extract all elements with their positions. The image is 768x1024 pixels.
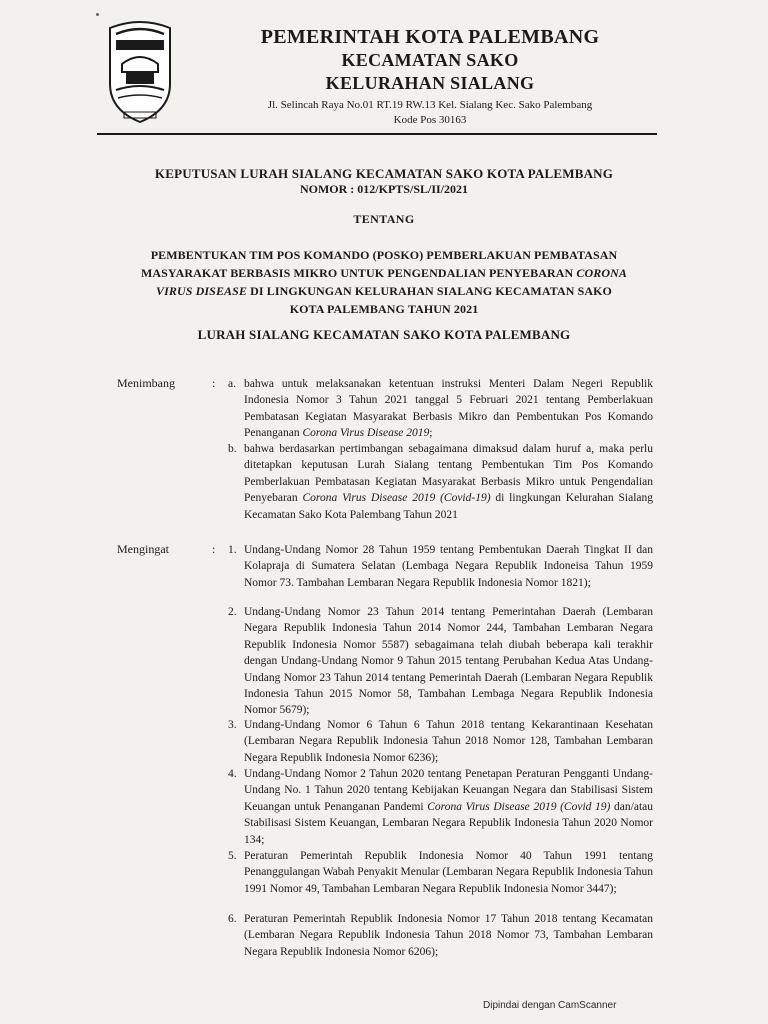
item-text: Peraturan Pemerintah Republik Indonesia Nomor 40 Tahun 1991 tentang Penanggulangan Wabah Penyakit Menular (Lembaran Negara Republik Indonesia Tahun 1991 Nomor 49, Tambahan Lembaran Negara Republik Indonesia Nomor 3447); [244, 850, 653, 895]
item-marker: 1. [228, 544, 237, 556]
item-text-italic: Corona Virus Disease 2019 (Covid-19) [302, 492, 491, 505]
letterhead-postal-code: Kode Pos 30163 [393, 114, 467, 126]
item-text-end: di lingkungan Kelurahan Sialang Kecamatan Sako Kota Palembang Tahun 2021 [244, 492, 654, 521]
subject-line-3 [100, 282, 668, 300]
issuer-heading: LURAH SIALANG KECAMATAN SAKO KOTA PALEMBANG [197, 327, 571, 342]
item-text [244, 766, 653, 848]
subject-line-4: KOTA PALEMBANG TAHUN 2021 [289, 302, 479, 316]
mengingat-item-6 [228, 911, 653, 960]
item-text-italic: Corona Virus Disease 2019 (Covid 19) [427, 800, 611, 813]
item-marker: 3. [228, 719, 237, 731]
decree-heading: KEPUTUSAN LURAH SIALANG KECAMATAN SAKO KOTA PALEMBANG [154, 166, 614, 181]
item-text-body: bahwa untuk melaksanakan ketentuan instruksi Menteri Dalam Negeri Republik Indonesia Nomor 3 Tahun 2021 tanggal 5 Februari 2021 tentang Pemberlakuan Pembatasan Kegiatan Masyarakat Berbasis Mikro dan Pembentukan Pos Komando Penanganan [244, 378, 653, 440]
item-marker: 4. [228, 768, 237, 780]
subject-line-2 [100, 264, 668, 282]
letterhead-address: Jl. Selincah Raya No.01 RT.19 RW.13 Kel. Sialang Kec. Sako Palembang [267, 99, 593, 111]
scan-speck [96, 13, 99, 16]
item-text: Undang-Undang Nomor 28 Tahun 1959 tentang Pembentukan Daerah Tingkat II dan Kolapraja di Sumatera Selatan (Lembaga Negara Republik Indoneisa Tahun 1959 Nomor 73. Tambahan Lembaran Negara Republik Indonesia Nomor 1821); [244, 544, 653, 589]
item-marker: b. [228, 443, 237, 455]
item-marker: 2. [228, 606, 237, 618]
subject-line-3-italic: VIRUS DISEASE [156, 284, 248, 298]
item-text [244, 441, 653, 523]
mengingat-item-4 [228, 766, 653, 848]
decree-number: NOMOR : 012/KPTS/SL/II/2021 [299, 182, 469, 196]
mengingat-item-2 [228, 604, 653, 719]
mengingat-item-5 [228, 848, 653, 897]
item-text: Undang-Undang Nomor 23 Tahun 2014 tentang Pemerintahan Daerah (Lembaran Negara Republik Indonesia Tahun 2014 Nomor 244, Tambahan Lembaran Negara Republik Indonesia Nomor 5587) sebagaimana telah diubah beberapa kali terakhir dengan Undang-Undang Nomor 9 Tahun 2015 tentang Perubahan Kedua Atas Undang-Undang Nomor 23 Tahun 2014 tentang Pemerintah Daerah (Lembaran Negara Republik Indonesia Tahun 2015 Nomor 58, Tambahan Lembaga Negara Republik Indonesia Nomor 5679); [244, 606, 653, 717]
item-text-body: Undang-Undang Nomor 2 Tahun 2020 tentang Penetapan Peraturan Pengganti Undang-Undang No. 1 Tahun 2020 tentang Kebijakan Keuangan Negara dan Stabilisasi Sistem Keuangan untuk Penanganan Pandemi [244, 768, 653, 813]
letterhead-divider [97, 133, 657, 135]
mengingat-item-1 [228, 542, 653, 591]
mengingat-colon: : [212, 542, 216, 556]
menimbang-item-b [228, 441, 653, 523]
letterhead-district: KECAMATAN SAKO [341, 50, 519, 70]
item-text: Undang-Undang Nomor 6 Tahun 6 Tahun 2018 tentang Kekarantinaan Kesehatan (Lembaran Negara Republik Indonesia Tahun 2018 Nomor 128, Tambahan Lembaran Negara Republik Indonesia Nomor 6236); [244, 719, 653, 764]
item-text: Peraturan Pemerintah Republik Indonesia Nomor 17 Tahun 2018 tentang Kecamatan (Lembaran Negara Republik Indonesia Tahun 2018 Nomor 73, Tambahan Lembaran Negara Republik Indonesia Nomor 6206); [244, 913, 653, 958]
item-text-end: dan/atau Stabilisasi Sistem Keuangan, Lembaran Negara Republik Indonesia Tahun 2020 Nomor 134; [244, 800, 654, 846]
item-marker: 6. [228, 913, 237, 925]
mengingat-item-3 [228, 717, 653, 766]
palembang-city-crest-icon [104, 14, 176, 126]
menimbang-item-a [228, 376, 653, 442]
decree-tentang: TENTANG [353, 212, 415, 226]
decree-subject [100, 246, 668, 318]
item-text-body: bahwa berdasarkan pertimbangan sebagaimana dimaksud dalam huruf a, maka perlu ditetapkan keputusan Lurah Sialang tentang Pembentukan Tim Pos Komando Pemberlakuan Pembatasan Kegiatan Masyarakat Berbasis Mikro untuk Pengendalian Penyebaran [244, 443, 653, 505]
subject-line-2-italic: CORONA [576, 266, 628, 280]
item-text-end: ; [429, 427, 433, 440]
item-marker: a. [228, 378, 236, 390]
menimbang-label: Menimbang [117, 376, 175, 390]
item-text [244, 376, 653, 442]
mengingat-label: Mengingat [117, 542, 169, 556]
letterhead-village: KELURAHAN SIALANG [325, 73, 535, 93]
subject-line-1: PEMBENTUKAN TIM POS KOMANDO (POSKO) PEMBERLAKUAN PEMBATASAN [150, 248, 618, 262]
subject-line-2-text: MASYARAKAT BERBASIS MIKRO UNTUK PENGENDALIAN PENYEBARAN [140, 266, 577, 280]
item-marker: 5. [228, 850, 237, 862]
scanner-watermark: Dipindai dengan CamScanner [483, 1000, 617, 1011]
item-text-italic: Corona Virus Disease 2019 [302, 427, 430, 440]
letterhead-government: PEMERINTAH KOTA PALEMBANG [260, 26, 600, 48]
menimbang-colon: : [212, 376, 216, 390]
subject-line-3-text: DI LINGKUNGAN KELURAHAN SIALANG KECAMATAN SAKO [247, 284, 612, 298]
